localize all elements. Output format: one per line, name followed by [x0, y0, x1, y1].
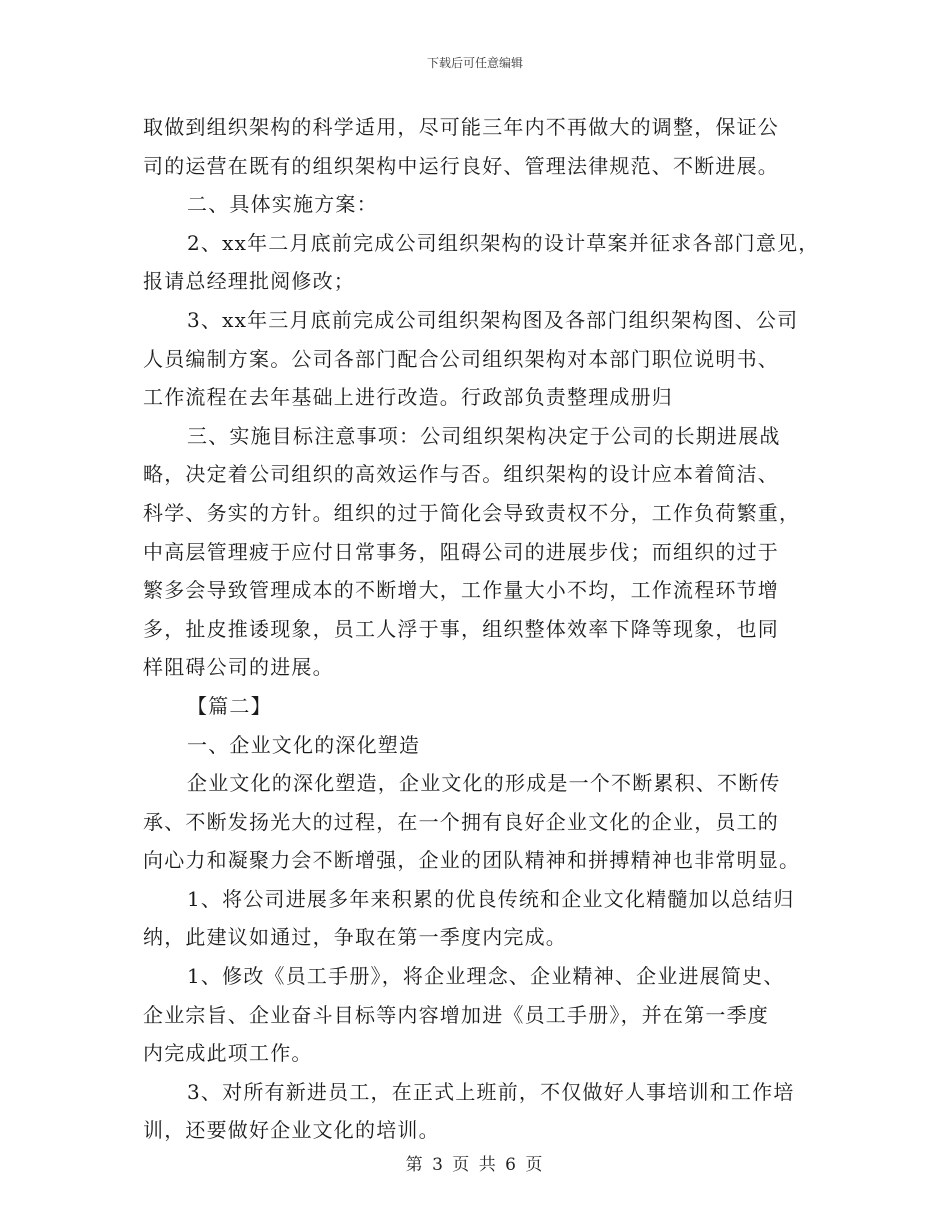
text-line: 3、xx年三月底前完成公司组织架构图及各部门组织架构图、公司: [187, 307, 799, 332]
document-body: [143, 108, 820, 1150]
page-header: 下载后可任意编辑: [426, 56, 523, 70]
text-line: 承、不断发扬光大的过程，在一个拥有良好企业文化的企业，员工的: [143, 809, 779, 834]
page-number-footer: 第 3 页 共 6 页: [405, 1155, 545, 1175]
text-line: 纳，此建议如通过，争取在第一季度内完成。: [143, 925, 567, 950]
text-line: 向心力和凝聚力会不断增强，企业的团队精神和拼搏精神也非常明显。: [143, 848, 801, 873]
text-line: 一、企业文化的深化塑造: [187, 732, 421, 757]
text-line: 科学、务实的方针。组织的过于简化会导致责权不分，工作负荷繁重，: [143, 500, 801, 525]
text-line: 报请总经理批阅修改；: [143, 269, 355, 294]
text-line: 三、实施目标注意事项：公司组织架构决定于公司的长期进展战: [187, 423, 781, 448]
text-line: 训，还要做好企业文化的培训。: [143, 1118, 440, 1143]
text-line: 2、xx年二月底前完成公司组织架构的设计草案并征求各部门意见，: [187, 230, 820, 255]
text-line: 内完成此项工作。: [143, 1041, 313, 1066]
text-line: 3、对所有新进员工，在正式上班前，不仅做好人事培训和工作培: [187, 1079, 795, 1104]
text-line: 司的运营在既有的组织架构中运行良好、管理法律规范、不断进展。: [143, 153, 779, 178]
text-line: 工作流程在去年基础上进行改造。行政部负责整理成册归: [143, 385, 673, 410]
text-line: 略，决定着公司组织的高效运作与否。组织架构的设计应本着简洁、: [143, 462, 779, 487]
text-line: 1、修改《员工手册》，将企业理念、企业精神、企业进展简史、: [187, 964, 785, 989]
text-line: 样阻碍公司的进展。: [143, 655, 334, 680]
text-line: 取做到组织架构的科学适用，尽可能三年内不再做大的调整，保证公: [143, 115, 779, 139]
text-line: 企业文化的深化塑造，企业文化的形成是一个不断累积、不断传: [187, 771, 781, 796]
text-line: 【篇二】: [187, 693, 272, 718]
text-line: 繁多会导致管理成本的不断增大，工作量大小不均，工作流程环节增: [143, 578, 779, 603]
text-line: 多，扯皮推诿现象，员工人浮于事，组织整体效率下降等现象，也同: [143, 616, 779, 641]
text-line: 中高层管理疲于应付日常事务，阻碍公司的进展步伐；而组织的过于: [143, 539, 779, 564]
text-line: 企业宗旨、企业奋斗目标等内容增加进《员工手册》，并在第一季度: [143, 1002, 769, 1027]
text-line: 人员编制方案。公司各部门配合公司组织架构对本部门职位说明书、: [143, 346, 779, 371]
text-line: 二、具体实施方案：: [187, 192, 378, 217]
text-line: 1、将公司进展多年来积累的优良传统和企业文化精髓加以总结归: [187, 886, 795, 911]
